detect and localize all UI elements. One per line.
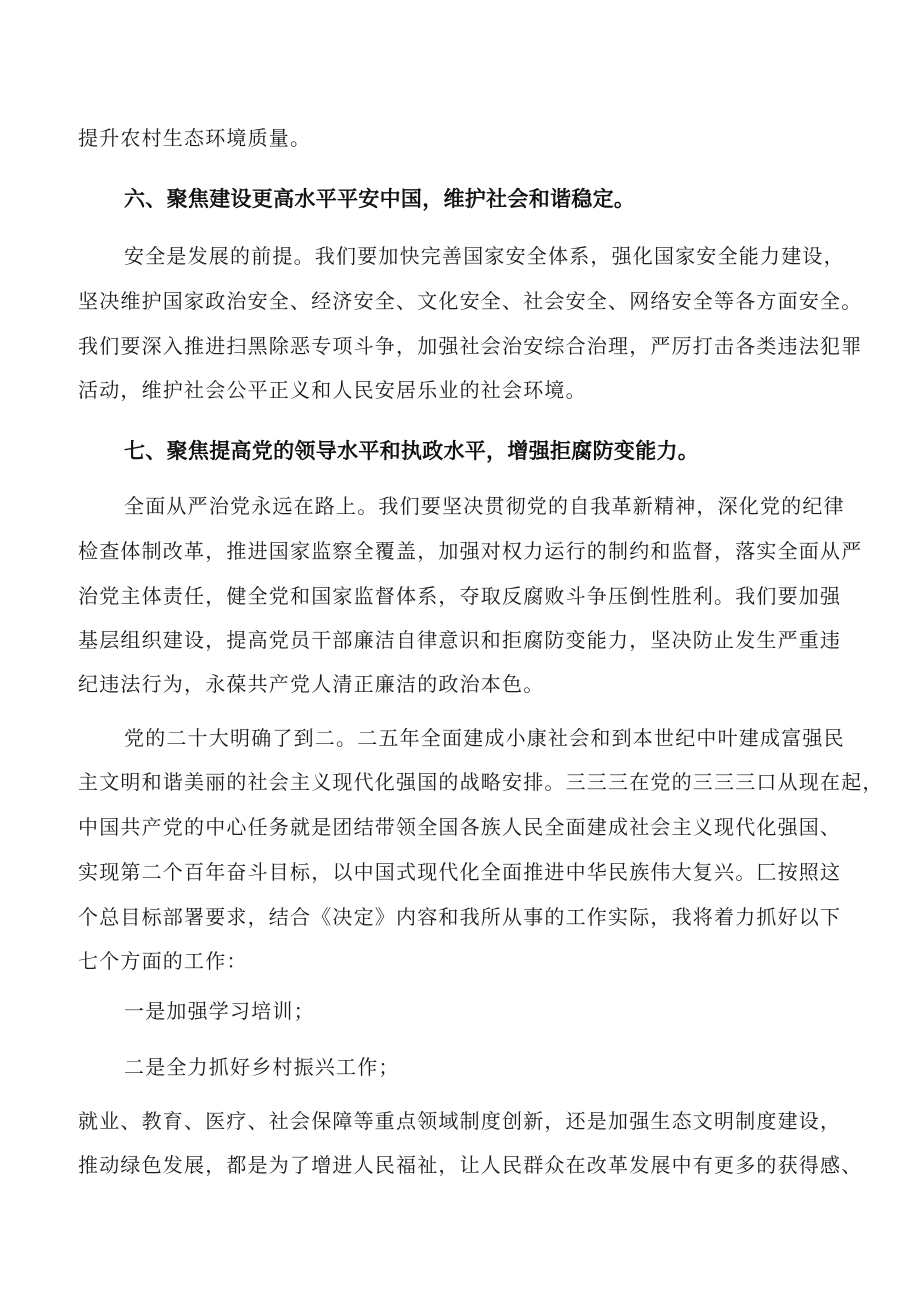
section-heading-6: 六、聚焦建设更高水平平安中国，维护社会和谐稳定。 bbox=[124, 187, 636, 211]
paragraph-line: 个总目标部署要求，结合《决定》内容和我所从事的工作实际，我将着力抓好以下 bbox=[78, 905, 842, 929]
section-heading-7: 七、聚焦提高党的领导水平和执政水平，增强拒腐防变能力。 bbox=[124, 439, 700, 463]
paragraph-line: 治党主体责任，健全党和国家监督体系，夺取反腐败斗争压倒性胜利。我们要加强 bbox=[78, 584, 842, 608]
paragraph-line: 活动，维护社会公平正义和人民安居乐业的社会环境。 bbox=[78, 378, 587, 402]
paragraph-line: 中国共产党的中心任务就是团结带领全国各族人民全面建成社会主义现代化强国、 bbox=[78, 815, 842, 839]
paragraph-line: 全面从严治党永远在路上。我们要坚决贯彻党的自我革新精神，深化党的纪律 bbox=[124, 494, 845, 518]
paragraph-line: 实现第二个百年奋斗目标，以中国式现代化全面推进中华民族伟大复兴。匚按照这 bbox=[78, 860, 842, 884]
paragraph-line: 提升农村生态环境质量。 bbox=[78, 126, 312, 150]
paragraph-line: 纪违法行为，永葆共产党人清正廉洁的政治本色。 bbox=[78, 672, 545, 696]
list-item: 二是全力抓好乡村振兴工作； bbox=[124, 1055, 400, 1079]
paragraph-line: 基层组织建设，提高党员干部廉洁自律意识和拒腐防变能力，坚决防止发生严重违 bbox=[78, 628, 842, 652]
list-item: 一是加强学习培训； bbox=[124, 999, 315, 1023]
paragraph-line: 七个方面的工作： bbox=[78, 949, 248, 973]
paragraph-line: 党的二十大明确了到二。二五年全面建成小康社会和到本世纪中叶建成富强民 bbox=[124, 726, 845, 750]
paragraph-line: 坚决维护国家政治安全、经济安全、文化安全、社会安全、网络安全等各方面安全。 bbox=[78, 289, 863, 313]
paragraph-line: 推动绿色发展，都是为了增进人民福祉，让人民群众在改革发展中有更多的获得感、 bbox=[78, 1153, 863, 1177]
paragraph-line: 我们要深入推进扫黑除恶专项斗争，加强社会治安综合治理，严厉打击各类违法犯罪 bbox=[78, 334, 863, 358]
paragraph-line: 主文明和谐美丽的社会主义现代化强国的战略安排。三三三在党的三三三口从现在起， bbox=[78, 770, 884, 794]
paragraph-line: 安全是发展的前提。我们要加快完善国家安全体系，强化国家安全能力建设， bbox=[124, 244, 845, 268]
paragraph-line: 就业、教育、医疗、社会保障等重点领域制度创新，还是加强生态文明制度建设， bbox=[78, 1109, 842, 1133]
paragraph-line: 检查体制改革，推进国家监察全覆盖，加强对权力运行的制约和监督，落实全面从严 bbox=[78, 539, 863, 563]
